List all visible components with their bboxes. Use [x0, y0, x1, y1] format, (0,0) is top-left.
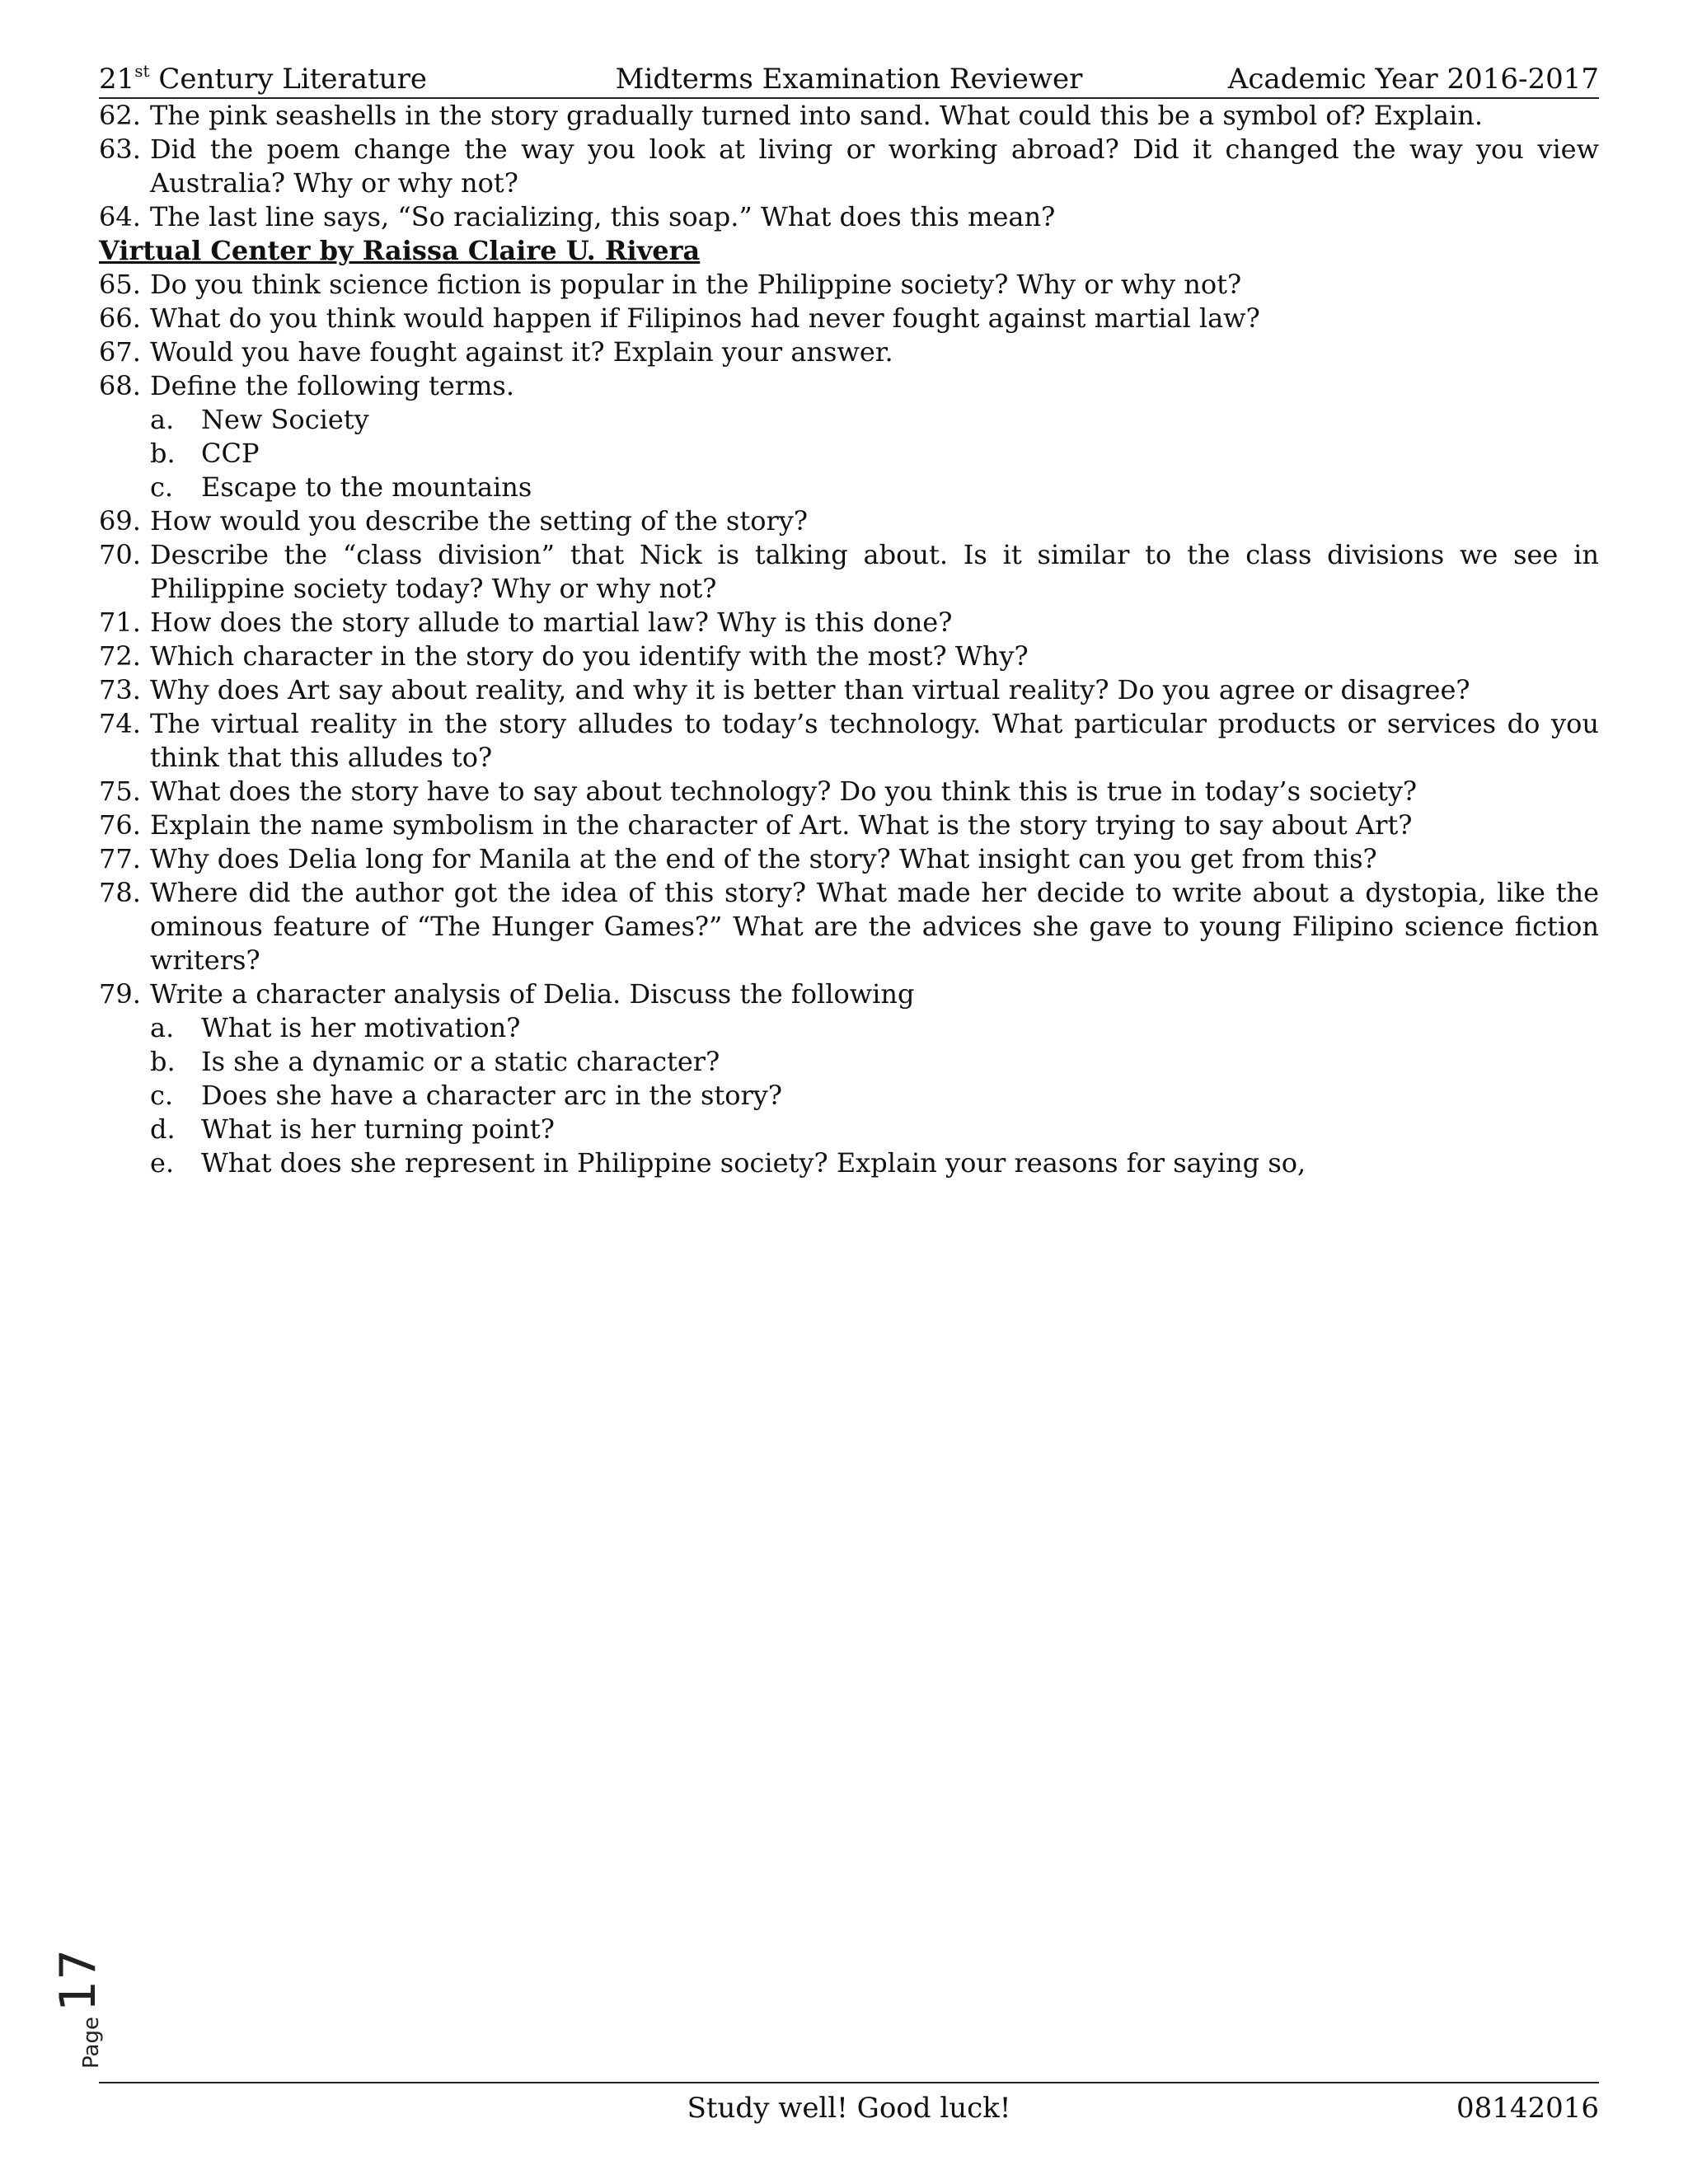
sub-item-letter: d.	[150, 1113, 176, 1145]
sub-item-letter: c.	[150, 1080, 174, 1111]
sub-item-text: Does she have a character arc in the story?	[201, 1080, 783, 1111]
question-text: Explain the name symbolism in the character of Art. What is the story trying to say about Art?	[150, 809, 1413, 841]
sub-item-letter: a.	[150, 404, 175, 435]
sub-item	[99, 1045, 1599, 1079]
question-item	[99, 504, 1599, 538]
question-text: Do you think science fiction is popular in the Philippine society? Why or why not?	[150, 269, 1242, 300]
sub-item-text: What does she represent in Philippine society? Explain your reasons for saying so,	[201, 1147, 1306, 1179]
sub-item-letter: b.	[150, 438, 176, 469]
question-item	[99, 302, 1599, 335]
question-text: How would you describe the setting of the story?	[150, 505, 808, 537]
sub-item-text: Escape to the mountains	[201, 471, 532, 503]
question-item	[99, 876, 1599, 977]
page-number	[46, 1945, 112, 2069]
question-number: 65.	[99, 269, 141, 300]
sub-item-text: CCP	[201, 438, 260, 469]
section-title: Virtual Center by Raissa Claire U. Rivera	[99, 235, 701, 266]
page-footer	[99, 2082, 1599, 2123]
footer-message: Study well! Good luck!	[687, 2092, 1011, 2125]
question-number: 63.	[99, 134, 141, 165]
question-item	[99, 640, 1599, 673]
question-number: 69.	[99, 505, 141, 537]
sub-item-letter: b.	[150, 1046, 176, 1077]
question-number: 72.	[99, 640, 141, 672]
question-item	[99, 133, 1599, 200]
sub-item	[99, 1113, 1599, 1146]
header-title: Midterms Examination Reviewer	[615, 63, 1083, 96]
question-item	[99, 99, 1599, 133]
question-number: 66.	[99, 302, 141, 334]
question-number: 78.	[99, 877, 141, 908]
page-number-value: 17	[49, 1948, 107, 2013]
question-number: 73.	[99, 674, 141, 705]
question-item	[99, 200, 1599, 234]
question-text: What does the story have to say about technology? Do you think this is true in today’s society?	[150, 776, 1418, 807]
sub-item	[99, 1079, 1599, 1113]
sub-item	[99, 471, 1599, 504]
sub-item-letter: a.	[150, 1012, 175, 1043]
question-text: Describe the “class division” that Nick is talking about. Is it similar to the class divisions we see in Philippine society today? Why or why not?	[150, 539, 1599, 604]
question-number: 76.	[99, 809, 141, 841]
sub-item-text: Is she a dynamic or a static character?	[201, 1046, 720, 1077]
question-text: Define the following terms.	[150, 370, 514, 401]
question-item	[99, 268, 1599, 302]
sub-item	[99, 437, 1599, 471]
page-header	[99, 61, 1599, 99]
header-course: 21st Century Literature	[99, 61, 427, 96]
question-number: 64.	[99, 201, 141, 232]
question-text: Which character in the story do you identify with the most? Why?	[150, 640, 1029, 672]
question-text: The pink seashells in the story gradually turned into sand. What could this be a symbol of? Explain.	[150, 100, 1483, 131]
question-item	[99, 775, 1599, 808]
header-academic-year: Academic Year 2016-2017	[1227, 63, 1599, 96]
questions-previous-section	[99, 99, 1599, 234]
question-number: 68.	[99, 370, 141, 401]
question-item	[99, 673, 1599, 707]
question-text: Did the poem change the way you look at living or working abroad? Did it changed the way you view Australia? Why or why not?	[150, 134, 1599, 199]
question-number: 79.	[99, 978, 141, 1010]
question-item	[99, 808, 1599, 842]
sub-item-text: What is her motivation?	[201, 1012, 521, 1043]
sub-item-text: New Society	[201, 404, 369, 435]
question-item	[99, 335, 1599, 369]
question-text: The virtual reality in the story alludes to today’s technology. What particular products or services do you think that this alludes to?	[150, 708, 1599, 773]
question-text: What do you think would happen if Filipinos had never fought against martial law?	[150, 302, 1260, 334]
questions-virtual-center	[99, 268, 1599, 403]
question-item	[99, 606, 1599, 640]
question-text: Write a character analysis of Delia. Discuss the following	[150, 978, 915, 1010]
footer-code: 08142016	[1456, 2092, 1599, 2125]
question-item	[99, 538, 1599, 606]
question-item	[99, 842, 1599, 876]
question-text: Why does Art say about reality, and why it is better than virtual reality? Do you agree or disagree?	[150, 674, 1470, 705]
question-text: Where did the author got the idea of this story? What made her decide to write about a dystopia, like the ominous feature of “The Hunger Games?” What are the advices she gave to young Filipino science fiction writers?	[150, 877, 1599, 976]
question-number: 70.	[99, 539, 141, 570]
question-list	[99, 99, 1599, 1180]
question-number: 67.	[99, 336, 141, 368]
question-number: 71.	[99, 607, 141, 638]
question-number: 77.	[99, 843, 141, 874]
question-text: How does the story allude to martial law? Why is this done?	[150, 607, 953, 638]
sub-item-letter: c.	[150, 471, 174, 503]
subitems-79	[99, 1011, 1599, 1180]
sub-item	[99, 403, 1599, 437]
question-text: The last line says, “So racializing, this soap.” What does this mean?	[150, 201, 1056, 232]
sub-item-letter: e.	[150, 1147, 175, 1179]
questions-virtual-center-cont	[99, 504, 1599, 1011]
subitems-68	[99, 403, 1599, 504]
question-number: 74.	[99, 708, 141, 739]
question-item	[99, 369, 1599, 403]
sub-item	[99, 1011, 1599, 1045]
question-number: 75.	[99, 776, 141, 807]
page-label: Page	[79, 2017, 104, 2069]
sub-item-text: What is her turning point?	[201, 1113, 555, 1145]
question-number: 62.	[99, 100, 141, 131]
question-item	[99, 977, 1599, 1011]
question-text: Why does Delia long for Manila at the end of the story? What insight can you get from this?	[150, 843, 1377, 874]
question-item	[99, 707, 1599, 775]
sub-item	[99, 1146, 1599, 1180]
question-text: Would you have fought against it? Explain your answer.	[150, 336, 893, 368]
